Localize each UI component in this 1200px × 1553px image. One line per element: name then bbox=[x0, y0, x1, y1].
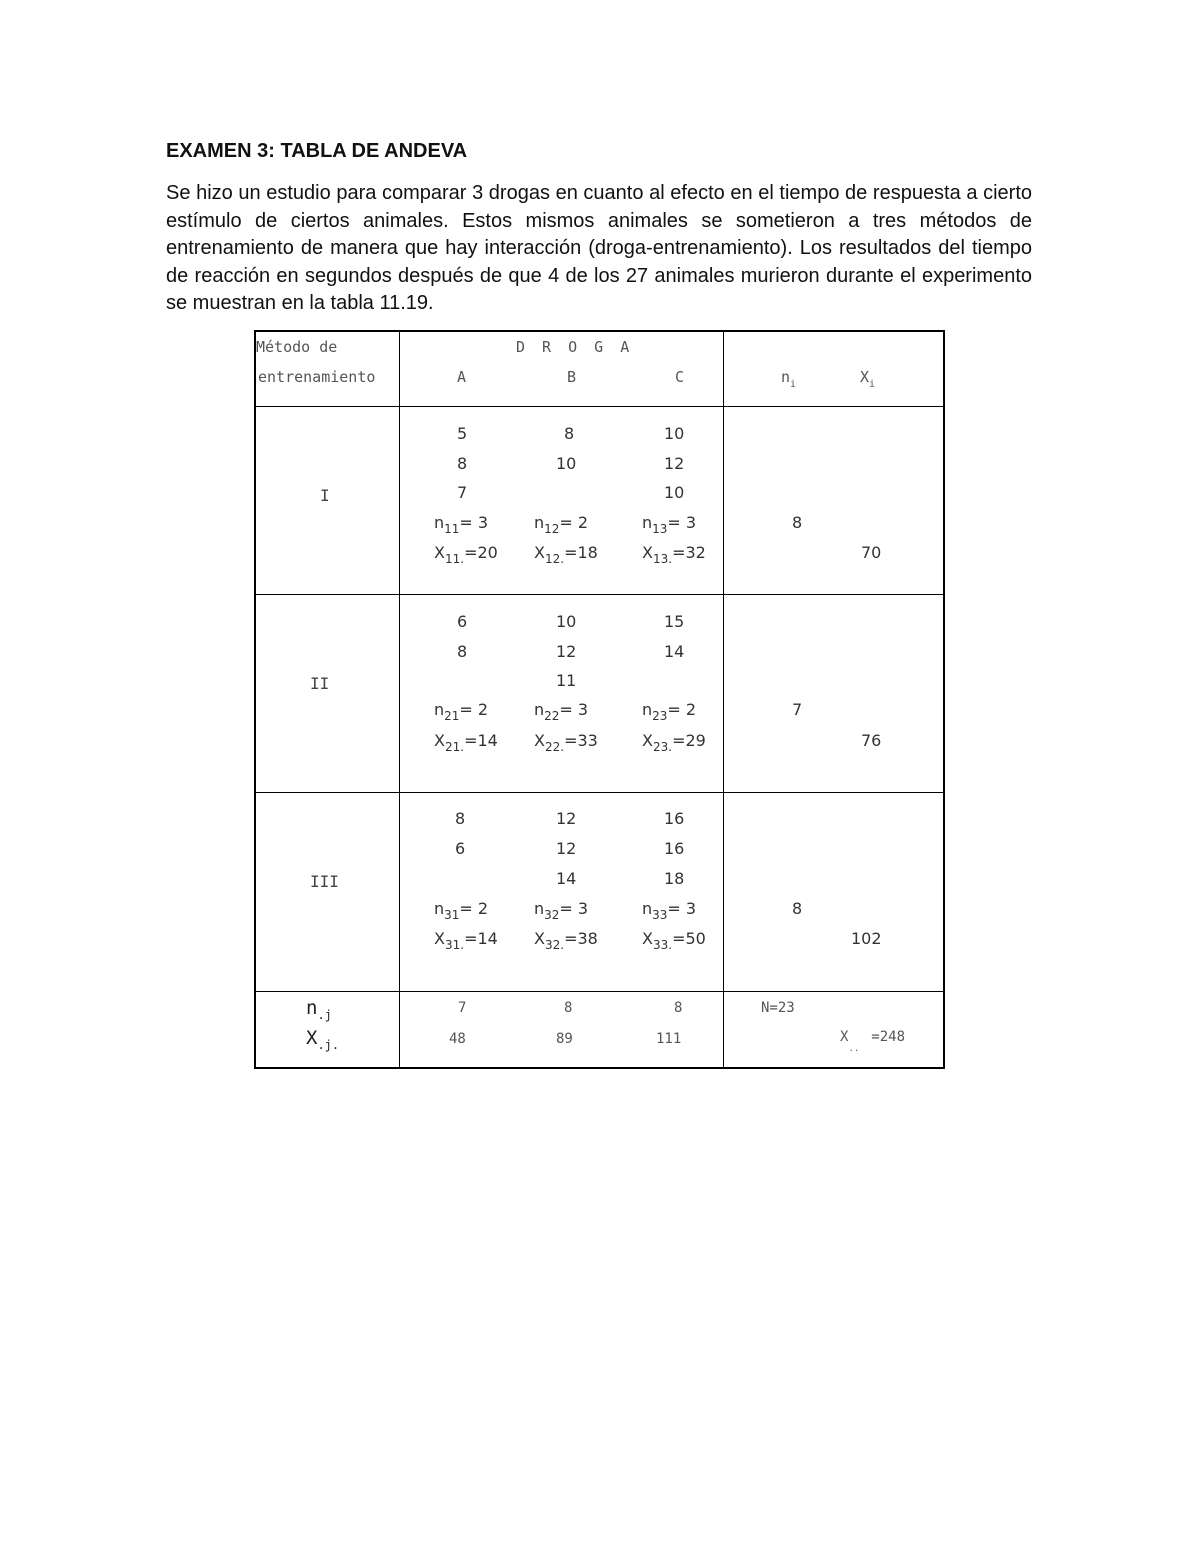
footer-n-label: $n_{.j}$ bbox=[306, 997, 332, 1022]
cell-value: 12 bbox=[556, 809, 577, 828]
cell-n: $n_{12}= 2$ bbox=[534, 513, 589, 536]
cell-value: 11 bbox=[556, 671, 577, 690]
footer-n-b: 8 bbox=[564, 1000, 573, 1016]
row-label-i: I bbox=[320, 486, 330, 505]
row-ni: 8 bbox=[792, 513, 803, 532]
footer-n-a: 7 bbox=[458, 1000, 467, 1016]
cell-n: $n_{13}= 3$ bbox=[642, 513, 697, 536]
footer-x-b: 89 bbox=[556, 1031, 573, 1047]
row-xi: 70 bbox=[861, 543, 882, 562]
cell-value: 10 bbox=[664, 483, 685, 502]
header-ni: $n_i$ bbox=[781, 368, 797, 390]
footer-total-x: $X_{..}=248$ bbox=[840, 1029, 905, 1054]
column-divider bbox=[723, 332, 724, 1067]
footer-x-label: $X_{.j.}$ bbox=[306, 1027, 340, 1052]
cell-value: 8 bbox=[455, 809, 466, 828]
cell-x: $X_{33.}=50$ bbox=[642, 929, 706, 952]
cell-value: 8 bbox=[457, 454, 468, 473]
header-droga: D R O G A bbox=[516, 338, 630, 356]
row-xi: 102 bbox=[851, 929, 882, 948]
footer-n-c: 8 bbox=[674, 1000, 683, 1016]
cell-value: 10 bbox=[664, 424, 685, 443]
row-divider bbox=[256, 792, 943, 793]
cell-value: 12 bbox=[664, 454, 685, 473]
cell-value: 12 bbox=[556, 839, 577, 858]
cell-x: $X_{32.}=38$ bbox=[534, 929, 598, 952]
cell-n: $n_{23}= 2$ bbox=[642, 700, 697, 723]
cell-value: 8 bbox=[564, 424, 575, 443]
cell-value: 16 bbox=[664, 809, 685, 828]
cell-value: 10 bbox=[556, 612, 577, 631]
cell-n: $n_{32}= 3$ bbox=[534, 899, 589, 922]
cell-value: 15 bbox=[664, 612, 685, 631]
row-ni: 7 bbox=[792, 700, 803, 719]
row-label-iii: III bbox=[310, 872, 339, 891]
cell-n: $n_{31}= 2$ bbox=[434, 899, 489, 922]
header-col-a: A bbox=[457, 368, 467, 386]
header-method-line2: entrenamiento bbox=[258, 368, 376, 386]
cell-x: $X_{23.}=29$ bbox=[642, 731, 706, 754]
cell-n: $n_{22}= 3$ bbox=[534, 700, 589, 723]
footer-total-n: N=23 bbox=[761, 1000, 795, 1016]
cell-n: $n_{21}= 2$ bbox=[434, 700, 489, 723]
cell-value: 12 bbox=[556, 642, 577, 661]
cell-x: $X_{31.}=14$ bbox=[434, 929, 498, 952]
column-divider bbox=[399, 332, 400, 1067]
footer-x-c: 111 bbox=[656, 1031, 682, 1047]
cell-x: $X_{22.}=33$ bbox=[534, 731, 598, 754]
row-divider bbox=[256, 991, 943, 992]
cell-value: 16 bbox=[664, 839, 685, 858]
cell-x: $X_{13.}=32$ bbox=[642, 543, 706, 566]
row-divider bbox=[256, 406, 943, 407]
header-col-c: C bbox=[675, 368, 685, 386]
footer-x-a: 48 bbox=[449, 1031, 466, 1047]
cell-n: $n_{11}= 3$ bbox=[434, 513, 489, 536]
cell-x: $X_{12.}=18$ bbox=[534, 543, 598, 566]
cell-value: 8 bbox=[457, 642, 468, 661]
cell-value: 6 bbox=[455, 839, 466, 858]
header-method-line1: Método de bbox=[256, 338, 338, 356]
header-col-b: B bbox=[567, 368, 577, 386]
anova-data-table bbox=[254, 330, 945, 1069]
page-title: EXAMEN 3: TABLA DE ANDEVA bbox=[166, 140, 468, 162]
header-xi: $X_i$ bbox=[860, 368, 876, 390]
row-ni: 8 bbox=[792, 899, 803, 918]
cell-value: 14 bbox=[664, 642, 685, 661]
row-xi: 76 bbox=[861, 731, 882, 750]
cell-value: 14 bbox=[556, 869, 577, 888]
intro-paragraph: Se hizo un estudio para comparar 3 drogas en cuanto al efecto en el tiempo de respuesta a cierto estímulo de ciertos animales. Estos mismos animales se sometieron a tres métodos de entrenamiento de manera que hay interacción (droga-entrenamiento). Los resultados del tiempo de reacción en segundos después de que 4 de los 27 animales murieron durante el experimento se muestran en la tabla 11.19. bbox=[166, 182, 1032, 314]
cell-n: $n_{33}= 3$ bbox=[642, 899, 697, 922]
cell-x: $X_{21.}=14$ bbox=[434, 731, 498, 754]
cell-value: 6 bbox=[457, 612, 468, 631]
cell-x: $X_{11.}=20$ bbox=[434, 543, 498, 566]
cell-value: 7 bbox=[457, 483, 468, 502]
cell-value: 5 bbox=[457, 424, 468, 443]
cell-value: 10 bbox=[556, 454, 577, 473]
row-label-ii: II bbox=[310, 674, 330, 693]
cell-value: 18 bbox=[664, 869, 685, 888]
row-divider bbox=[256, 594, 943, 595]
